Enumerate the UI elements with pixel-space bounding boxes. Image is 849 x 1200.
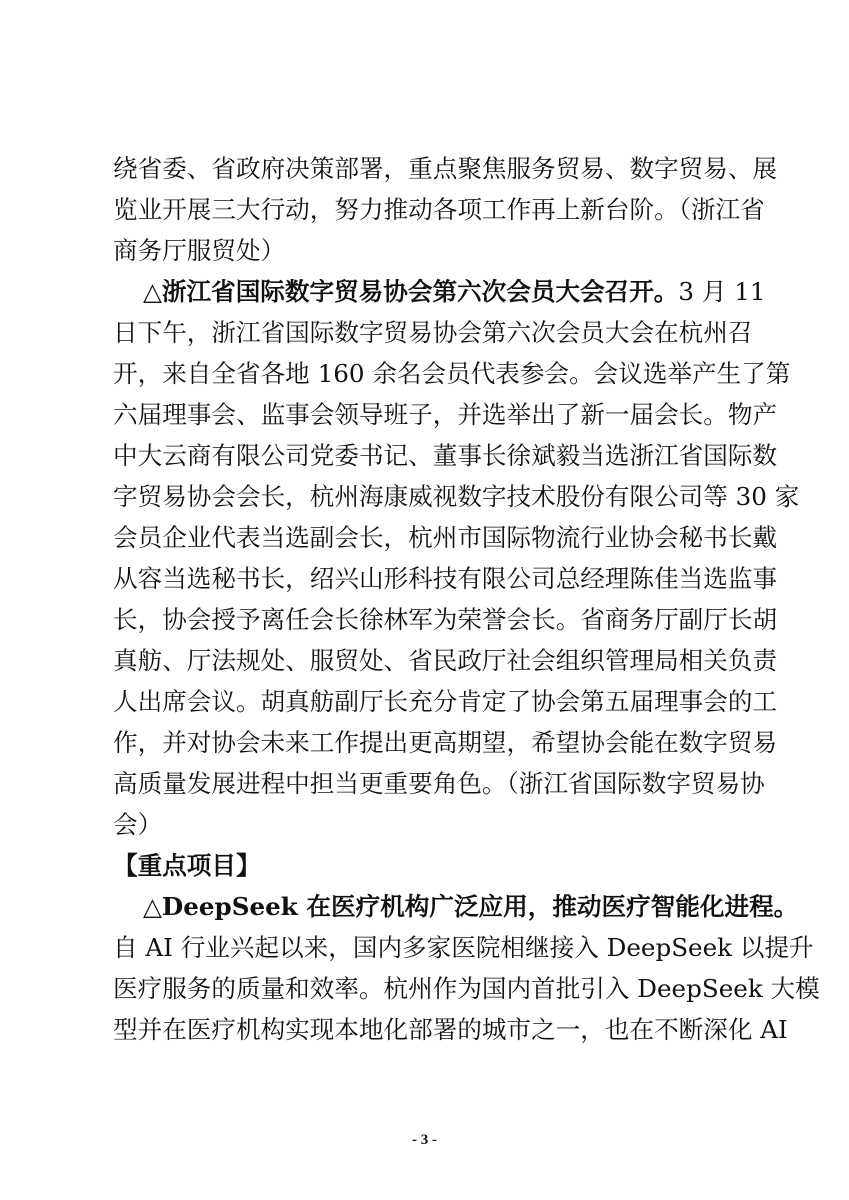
paragraph-2-line-2: 日下午，浙江省国际数字贸易协会第六次会员大会在杭州召 [113,318,753,347]
paragraph-3-line-4: 型并在医疗机构实现本地化部署的城市之一，也在不断深化 AI [113,1015,788,1044]
paragraph-2-line-10: 真舫、厅法规处、服贸处、省民政厅社会组织管理局相关负责 [113,646,778,675]
paragraph-1-line-2: 览业开展三大行动，努力推动各项工作再上新台阶。（浙江省 [113,195,765,224]
paragraph-1-line-3: 商务厅服贸处） [113,236,286,265]
paragraph-2-line-14: 会） [113,810,163,839]
page-number: - 3 - [412,1132,437,1148]
paragraph-2-heading: △浙江省国际数字贸易协会第六次会员大会召开。 [143,277,679,306]
section-title: 【重点项目】 [113,851,261,880]
paragraph-2-line-11: 人出席会议。胡真舫副厅长充分肯定了协会第五届理事会的工 [113,687,778,716]
paragraph-2-line-6: 字贸易协会会长，杭州海康威视数字技术股份有限公司等 30 家 [113,482,800,511]
paragraph-3-line-3: 医疗服务的质量和效率。杭州作为国内首批引入 DeepSeek 大模 [113,974,820,1003]
paragraph-2-line-4: 六届理事会、监事会领导班子，并选举出了新一届会长。物产 [113,400,778,429]
paragraph-2-first-line-rest: 3 月 11 [678,277,766,306]
document-page [113,148,820,1050]
paragraph-3-heading: △DeepSeek 在医疗机构广泛应用，推动医疗智能化进程。 [143,892,799,921]
paragraph-2-line-7: 会员企业代表当选副会长，杭州市国际物流行业协会秘书长戴 [113,523,778,552]
paragraph-2-line-13: 高质量发展进程中担当更重要角色。（浙江省国际数字贸易协 [113,769,765,798]
paragraph-2-line-8: 从容当选秘书长，绍兴山形科技有限公司总经理陈佳当选监事 [113,564,778,593]
paragraph-3-line-2: 自 AI 行业兴起以来，国内多家医院相继接入 DeepSeek 以提升 [113,933,814,962]
paragraph-2-line-12: 作，并对协会未来工作提出更高期望，希望协会能在数字贸易 [113,728,778,757]
paragraph-1-line-1: 绕省委、省政府决策部署，重点聚焦服务贸易、数字贸易、展 [113,154,778,183]
paragraph-2-line-9: 长，协会授予离任会长徐林军为荣誉会长。省商务厅副厅长胡 [113,605,778,634]
paragraph-2-first-line [113,271,766,312]
paragraph-2-line-5: 中大云商有限公司党委书记、董事长徐斌毅当选浙江省国际数 [113,441,778,470]
paragraph-2-line-3: 开，来自全省各地 160 余名会员代表参会。会议选举产生了第 [113,359,791,388]
